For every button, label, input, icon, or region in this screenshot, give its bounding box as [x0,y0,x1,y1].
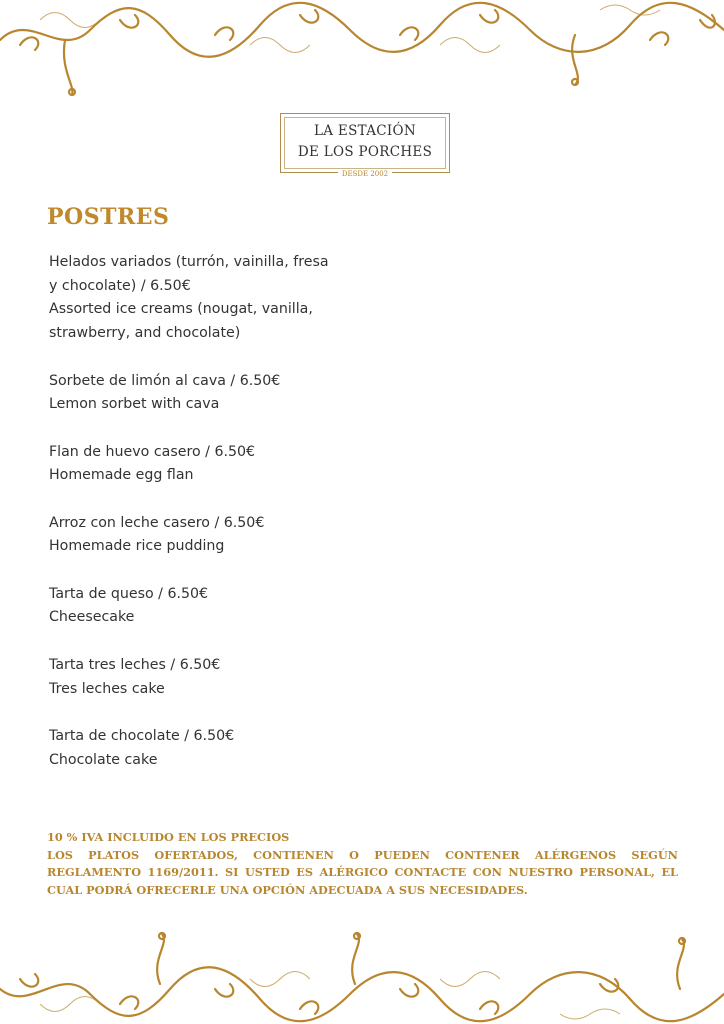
floral-ornament-bottom [0,929,724,1024]
menu-item [49,725,341,772]
item-spanish: Tarta de chocolate / 6.50€ [49,727,235,744]
item-english: Homemade egg flan [49,467,194,484]
restaurant-logo [280,113,450,178]
item-english: Tres leches cake [49,680,165,697]
floral-ornament-top [0,0,724,100]
item-english: Chocolate cake [49,751,158,768]
vat-notice: 10 % IVA INCLUIDO EN LOS PRECIOS [47,830,290,844]
dessert-list [49,251,341,796]
allergen-notice: LOS PLATOS OFERTADOS, CONTIENEN O PUEDEN CONTENER ALÉRGENOS SEGÚN REGLAMENTO 1169/2011. SI USTED ES ALÉRGICO CONTACTE CON NUESTRO PERSONAL, EL CUAL PODRÁ OFRECERLE UNA OPCIÓN ADECUADA A SUS NECESIDADES. [47,847,678,897]
item-english: Homemade rice pudding [49,538,225,555]
menu-item [49,512,341,559]
section-title: POSTRES [47,204,170,230]
menu-item [49,370,341,417]
item-spanish: Flan de huevo casero / 6.50€ [49,443,256,460]
item-english: Cheesecake [49,609,135,626]
item-english: Assorted ice creams (nougat, vanilla, strawberry, and chocolate) [49,301,313,342]
item-spanish: Sorbete de limón al cava / 6.50€ [49,372,281,389]
item-spanish: Tarta tres leches / 6.50€ [49,656,221,673]
logo-line-2: DE LOS PORCHES [297,144,433,160]
menu-item [49,654,341,701]
menu-item [49,583,341,630]
menu-item [49,251,341,346]
logo-line-1: LA ESTACIÓN [314,123,416,139]
footer-notice [47,829,678,899]
logo-since: DESDE 2002 [338,170,392,178]
item-english: Lemon sorbet with cava [49,396,220,413]
menu-item [49,441,341,488]
item-spanish: Arroz con leche casero / 6.50€ [49,514,265,531]
item-spanish: Helados variados (turrón, vainilla, fresa y chocolate) / 6.50€ [49,254,329,294]
item-spanish: Tarta de queso / 6.50€ [49,585,209,602]
